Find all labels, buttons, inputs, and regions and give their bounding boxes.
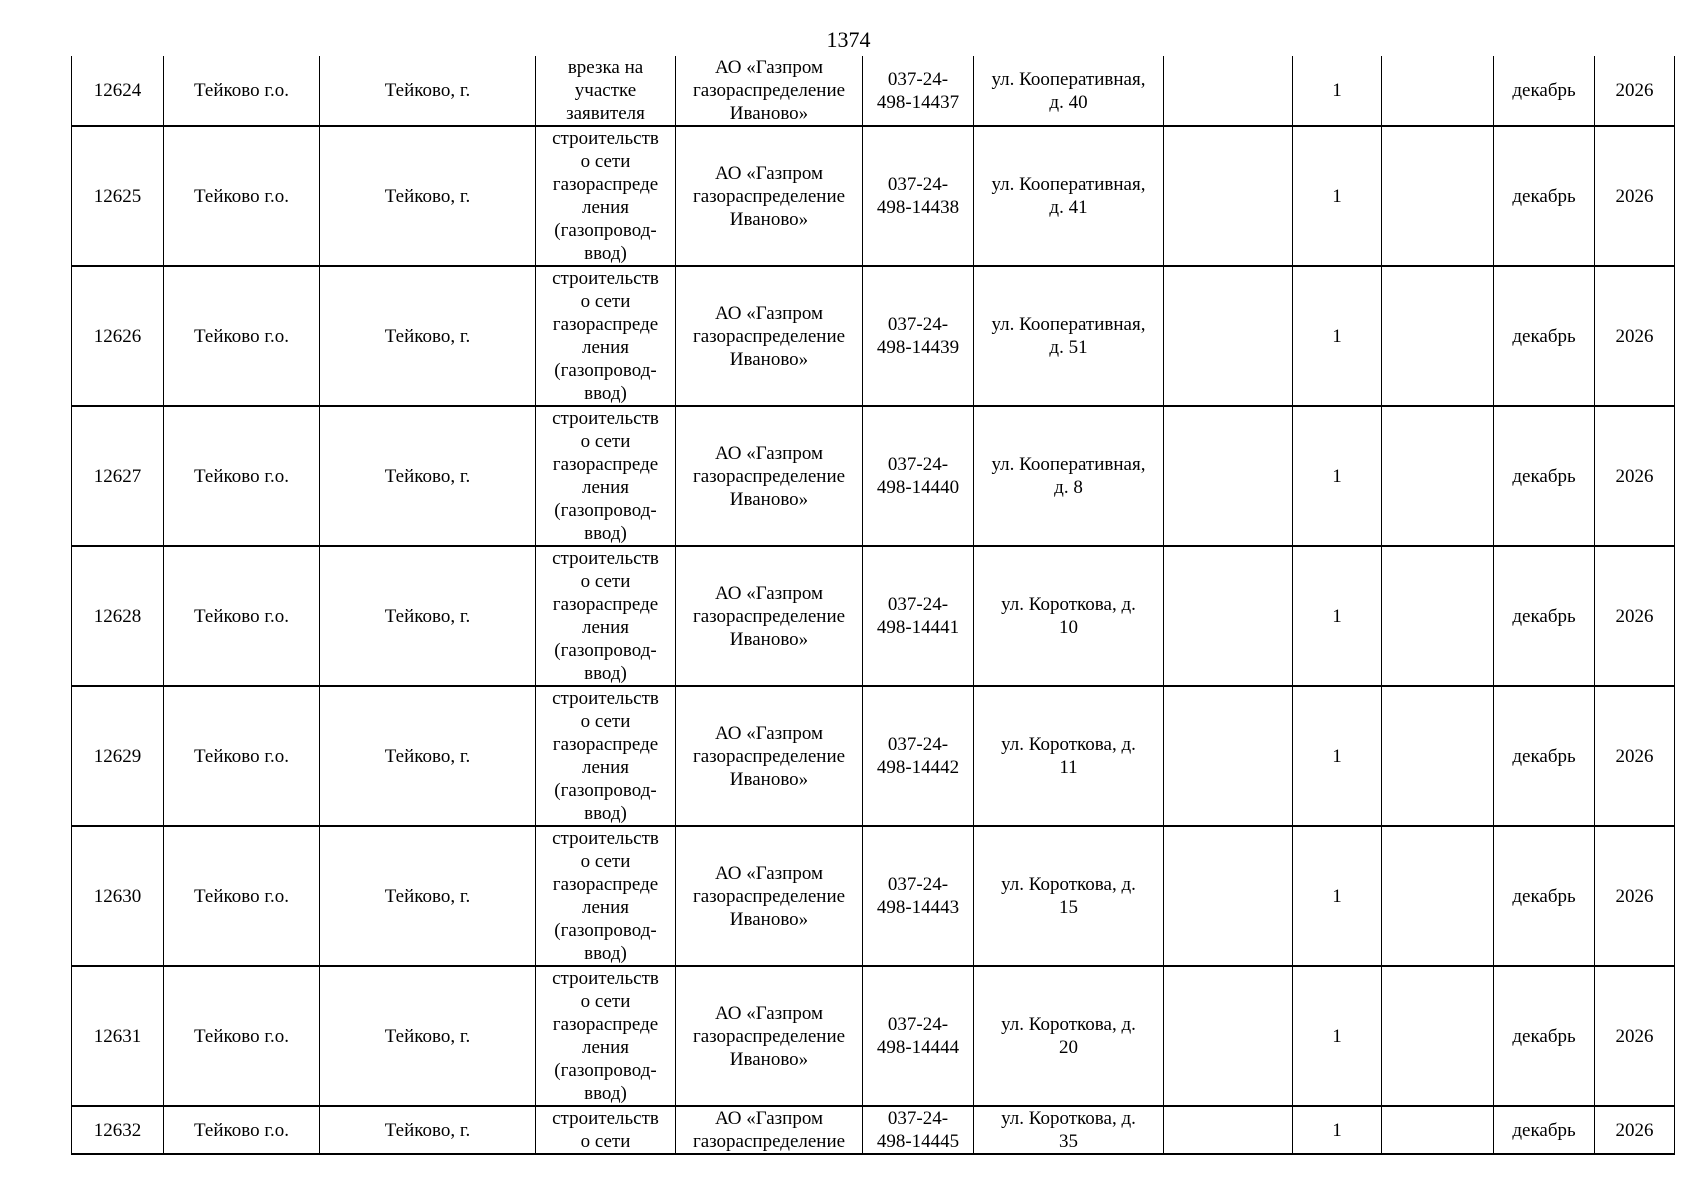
organization-cell: АО «Газпром газораспределение Иваново»	[676, 126, 863, 266]
quantity-cell: 1	[1293, 966, 1382, 1106]
code-cell: 037-24- 498-14440	[863, 406, 974, 546]
month-cell: декабрь	[1494, 406, 1595, 546]
district-cell: Тейково г.о.	[164, 266, 320, 406]
table-row	[72, 126, 1675, 266]
empty-cell	[1164, 826, 1293, 966]
code-cell: 037-24- 498-14437	[863, 56, 974, 126]
empty-cell	[1164, 546, 1293, 686]
quantity-cell: 1	[1293, 826, 1382, 966]
year-cell: 2026	[1595, 546, 1675, 686]
quantity-cell: 1	[1293, 546, 1382, 686]
locality-cell: Тейково, г.	[320, 686, 536, 826]
locality-cell: Тейково, г.	[320, 966, 536, 1106]
month-cell: декабрь	[1494, 56, 1595, 126]
district-cell: Тейково г.о.	[164, 546, 320, 686]
district-cell: Тейково г.о.	[164, 406, 320, 546]
table-row	[72, 546, 1675, 686]
empty-cell	[1164, 1106, 1293, 1154]
month-cell: декабрь	[1494, 266, 1595, 406]
quantity-cell: 1	[1293, 1106, 1382, 1154]
code-cell: 037-24- 498-14443	[863, 826, 974, 966]
year-cell: 2026	[1595, 1106, 1675, 1154]
organization-cell: АО «Газпром газораспределение Иваново»	[676, 546, 863, 686]
address-cell: ул. Короткова, д. 11	[974, 686, 1164, 826]
month-cell: декабрь	[1494, 966, 1595, 1106]
empty-cell	[1382, 686, 1494, 826]
year-cell: 2026	[1595, 126, 1675, 266]
locality-cell: Тейково, г.	[320, 56, 536, 126]
empty-cell	[1164, 126, 1293, 266]
row-number: 12628	[72, 546, 164, 686]
work-type-cell: строительств о сети газораспреде ления (газопровод- ввод)	[536, 406, 676, 546]
year-cell: 2026	[1595, 56, 1675, 126]
work-type-cell: врезка на участке заявителя	[536, 56, 676, 126]
row-number: 12631	[72, 966, 164, 1106]
locality-cell: Тейково, г.	[320, 126, 536, 266]
empty-cell	[1164, 406, 1293, 546]
empty-cell	[1164, 686, 1293, 826]
row-number: 12625	[72, 126, 164, 266]
table-row	[72, 686, 1675, 826]
work-type-cell: строительств о сети газораспреде ления (газопровод- ввод)	[536, 826, 676, 966]
organization-cell: АО «Газпром газораспределение Иваново»	[676, 406, 863, 546]
address-cell: ул. Короткова, д. 20	[974, 966, 1164, 1106]
address-cell: ул. Кооперативная, д. 8	[974, 406, 1164, 546]
row-number: 12632	[72, 1106, 164, 1154]
district-cell: Тейково г.о.	[164, 966, 320, 1106]
empty-cell	[1382, 266, 1494, 406]
organization-cell: АО «Газпром газораспределение Иваново»	[676, 56, 863, 126]
empty-cell	[1382, 56, 1494, 126]
empty-cell	[1382, 1106, 1494, 1154]
row-number: 12630	[72, 826, 164, 966]
district-cell: Тейково г.о.	[164, 1106, 320, 1154]
year-cell: 2026	[1595, 406, 1675, 546]
code-cell: 037-24- 498-14444	[863, 966, 974, 1106]
quantity-cell: 1	[1293, 686, 1382, 826]
table-row	[72, 266, 1675, 406]
empty-cell	[1382, 126, 1494, 266]
empty-cell	[1164, 56, 1293, 126]
row-number: 12626	[72, 266, 164, 406]
organization-cell: АО «Газпром газораспределение Иваново»	[676, 686, 863, 826]
work-type-cell: строительств о сети газораспреде ления (газопровод- ввод)	[536, 126, 676, 266]
year-cell: 2026	[1595, 966, 1675, 1106]
month-cell: декабрь	[1494, 546, 1595, 686]
locality-cell: Тейково, г.	[320, 266, 536, 406]
month-cell: декабрь	[1494, 686, 1595, 826]
empty-cell	[1164, 266, 1293, 406]
organization-cell: АО «Газпром газораспределение Иваново»	[676, 966, 863, 1106]
work-type-cell: строительств о сети	[536, 1106, 676, 1154]
organization-cell: АО «Газпром газораспределение Иваново»	[676, 266, 863, 406]
quantity-cell: 1	[1293, 406, 1382, 546]
data-table	[71, 56, 1675, 1155]
work-type-cell: строительств о сети газораспреде ления (газопровод- ввод)	[536, 966, 676, 1106]
table-row	[72, 56, 1675, 126]
locality-cell: Тейково, г.	[320, 546, 536, 686]
row-number: 12624	[72, 56, 164, 126]
locality-cell: Тейково, г.	[320, 1106, 536, 1154]
district-cell: Тейково г.о.	[164, 126, 320, 266]
district-cell: Тейково г.о.	[164, 686, 320, 826]
month-cell: декабрь	[1494, 126, 1595, 266]
empty-cell	[1382, 406, 1494, 546]
table-row	[72, 966, 1675, 1106]
work-type-cell: строительств о сети газораспреде ления (газопровод- ввод)	[536, 266, 676, 406]
quantity-cell: 1	[1293, 126, 1382, 266]
empty-cell	[1382, 546, 1494, 686]
row-number: 12629	[72, 686, 164, 826]
quantity-cell: 1	[1293, 266, 1382, 406]
code-cell: 037-24- 498-14445	[863, 1106, 974, 1154]
locality-cell: Тейково, г.	[320, 826, 536, 966]
address-cell: ул. Кооперативная, д. 51	[974, 266, 1164, 406]
code-cell: 037-24- 498-14438	[863, 126, 974, 266]
work-type-cell: строительств о сети газораспреде ления (газопровод- ввод)	[536, 686, 676, 826]
month-cell: декабрь	[1494, 826, 1595, 966]
year-cell: 2026	[1595, 686, 1675, 826]
organization-cell: АО «Газпром газораспределение Иваново»	[676, 826, 863, 966]
month-cell: декабрь	[1494, 1106, 1595, 1154]
address-cell: ул. Кооперативная, д. 40	[974, 56, 1164, 126]
empty-cell	[1164, 966, 1293, 1106]
locality-cell: Тейково, г.	[320, 406, 536, 546]
page-number: 1374	[826, 27, 871, 52]
organization-cell: АО «Газпром газораспределение	[676, 1106, 863, 1154]
row-number: 12627	[72, 406, 164, 546]
code-cell: 037-24- 498-14439	[863, 266, 974, 406]
year-cell: 2026	[1595, 266, 1675, 406]
table-row	[72, 826, 1675, 966]
work-type-cell: строительств о сети газораспреде ления (газопровод- ввод)	[536, 546, 676, 686]
year-cell: 2026	[1595, 826, 1675, 966]
table-row	[72, 406, 1675, 546]
empty-cell	[1382, 826, 1494, 966]
address-cell: ул. Короткова, д. 35	[974, 1106, 1164, 1154]
address-cell: ул. Короткова, д. 15	[974, 826, 1164, 966]
code-cell: 037-24- 498-14442	[863, 686, 974, 826]
table-row	[72, 1106, 1675, 1154]
address-cell: ул. Кооперативная, д. 41	[974, 126, 1164, 266]
code-cell: 037-24- 498-14441	[863, 546, 974, 686]
district-cell: Тейково г.о.	[164, 826, 320, 966]
district-cell: Тейково г.о.	[164, 56, 320, 126]
empty-cell	[1382, 966, 1494, 1106]
quantity-cell: 1	[1293, 56, 1382, 126]
address-cell: ул. Короткова, д. 10	[974, 546, 1164, 686]
